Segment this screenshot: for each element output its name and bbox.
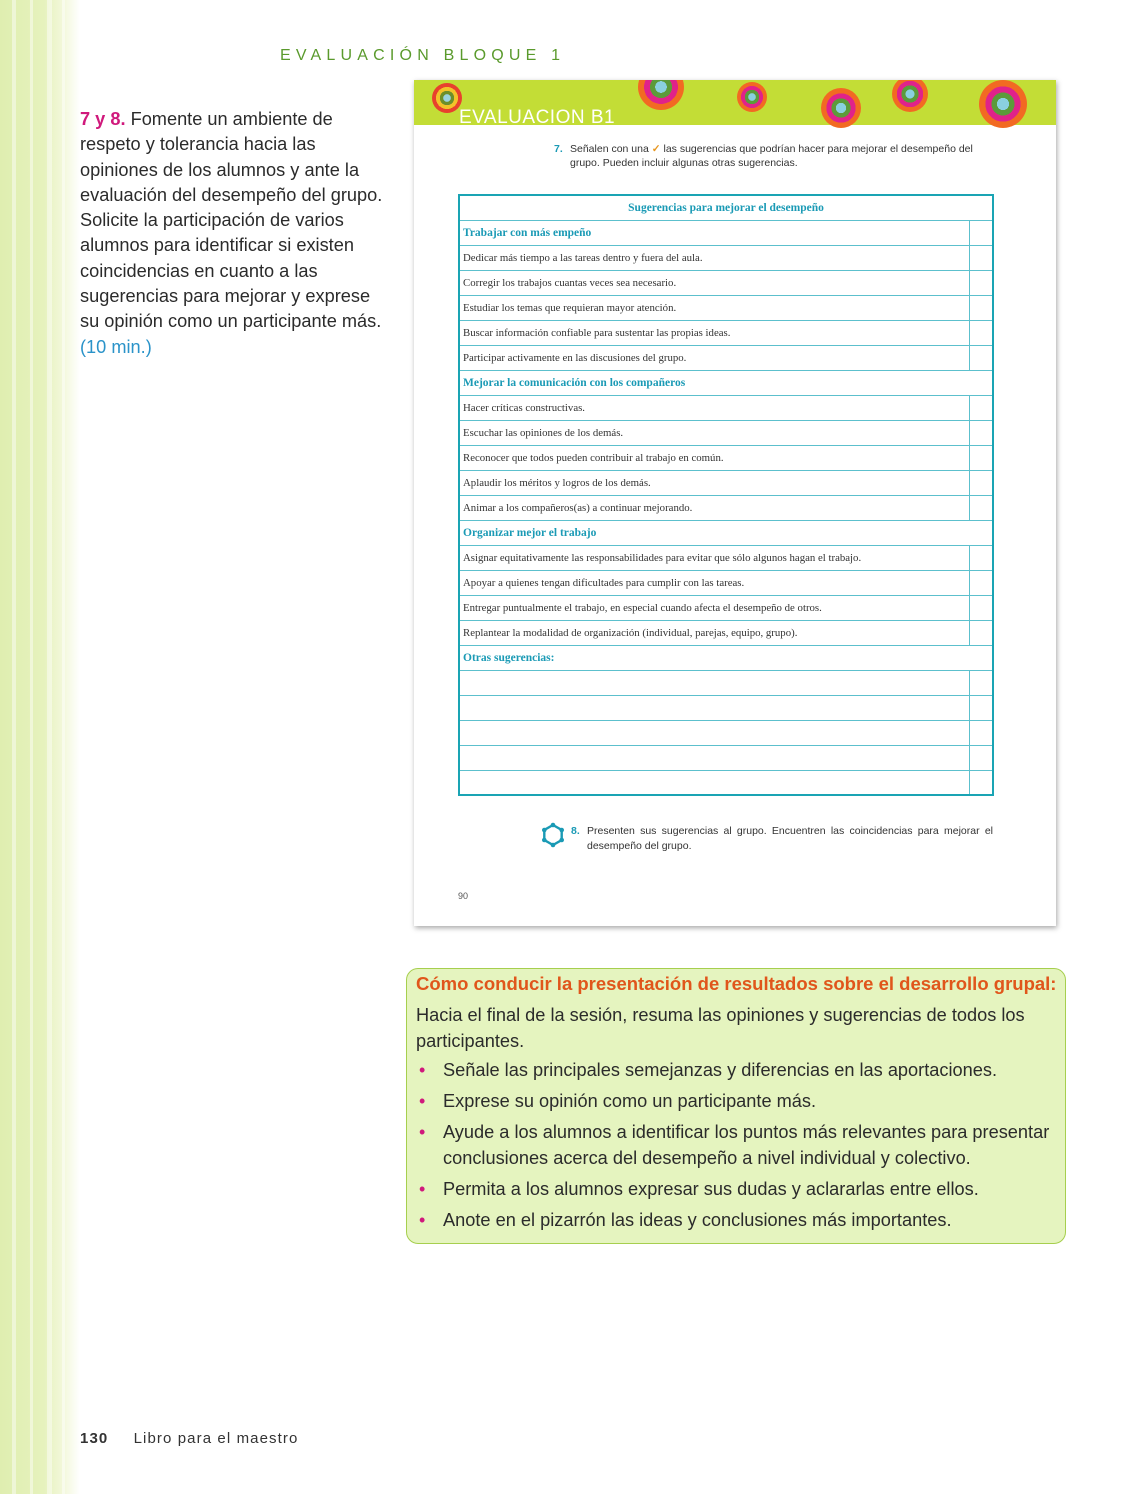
tip-item [416, 1208, 1056, 1234]
check-box[interactable] [969, 595, 993, 620]
footer-label: Libro para el maestro [133, 1430, 299, 1447]
table-row [459, 445, 993, 470]
table-row [459, 620, 993, 645]
question-8 [571, 824, 993, 854]
check-box[interactable] [969, 570, 993, 595]
table-row [459, 470, 993, 495]
evaluation-banner [414, 80, 1056, 128]
table-row [459, 670, 993, 695]
tip-item [416, 1058, 1056, 1084]
student-book-page [414, 80, 1056, 926]
tip-item-text: Anote en el pizarrón las ideas y conclusiones más importantes. [443, 1209, 952, 1230]
table-row [459, 595, 993, 620]
question-8-number: 8. [571, 825, 580, 837]
suggestion-text: Estudiar los temas que requieran mayor atención. [459, 295, 969, 320]
bullet-icon: • [419, 1178, 426, 1199]
strip-streak [12, 0, 16, 1494]
table-row [459, 695, 993, 720]
book-page-number: 90 [458, 891, 469, 901]
check-box[interactable] [969, 320, 993, 345]
question-7-number: 7. [554, 143, 563, 155]
checkmark-icon: ✓ [651, 143, 661, 155]
check-box[interactable] [969, 495, 993, 520]
suggestion-text: Aplaudir los méritos y logros de los demás. [459, 470, 969, 495]
team-icon [540, 822, 566, 848]
suggestion-text: Escuchar las opiniones de los demás. [459, 420, 969, 445]
tip-intro: Hacia el final de la sesión, resuma las opiniones y sugerencias de todos los participantes. [416, 1005, 1025, 1051]
suggestion-text[interactable] [459, 720, 969, 745]
tip-item-text: Exprese su opinión como un participante más. [443, 1091, 817, 1111]
table-row [459, 420, 993, 445]
check-box[interactable] [969, 445, 993, 470]
suggestion-text[interactable] [459, 770, 969, 795]
table-row [459, 270, 993, 295]
banner-title: EVALUACION B1 [459, 107, 616, 128]
decorative-circle [737, 82, 767, 112]
check-box[interactable] [969, 720, 993, 745]
table-section-row [459, 370, 993, 395]
side-note-time: (10 min.) [80, 336, 152, 357]
table-section-title: Organizar mejor el trabajo [459, 520, 993, 545]
decorative-circle [432, 83, 462, 113]
check-box[interactable] [969, 220, 993, 245]
table-row [459, 545, 993, 570]
table-row [459, 570, 993, 595]
check-box[interactable] [969, 670, 993, 695]
table-section-title: Mejorar la comunicación con los compañeros [459, 370, 993, 395]
table-row [459, 395, 993, 420]
suggestion-text: Hacer críticas constructivas. [459, 395, 969, 420]
question-7-text-after: las sugerencias que podrían hacer para mejorar el desempeño del grupo. Pueden incluir algunas otras sugerencias. [570, 143, 973, 169]
table-row [459, 770, 993, 795]
table-header-row [459, 195, 993, 220]
table-row [459, 345, 993, 370]
table-row [459, 745, 993, 770]
check-box[interactable] [969, 395, 993, 420]
check-box[interactable] [969, 420, 993, 445]
side-note-number: 7 y 8. [80, 109, 126, 129]
suggestion-text: Animar a los compañeros(as) a continuar mejorando. [459, 495, 969, 520]
table-row [459, 245, 993, 270]
tip-list [416, 1058, 1056, 1239]
check-box[interactable] [969, 470, 993, 495]
decorative-circle [892, 80, 928, 112]
decorative-left-strip [0, 0, 80, 1494]
question-7 [554, 142, 995, 170]
suggestion-text: Entregar puntualmente el trabajo, en especial cuando afecta el desempeño de otros. [459, 595, 969, 620]
suggestion-text: Asignar equitativamente las responsabilidades para evitar que sólo algunos hagan el trabajo. [459, 545, 969, 570]
bullet-icon: • [419, 1091, 426, 1111]
check-box[interactable] [969, 745, 993, 770]
strip-streak [30, 0, 33, 1494]
table-section-title: Otras sugerencias: [459, 645, 993, 670]
suggestion-text: Dedicar más tiempo a las tareas dentro y fuera del aula. [459, 245, 969, 270]
strip-streak [47, 0, 52, 1494]
suggestion-text: Buscar información confiable para sustentar las propias ideas. [459, 320, 969, 345]
question-7-text-before: Señalen con una [570, 143, 649, 155]
bullet-icon: • [419, 1060, 426, 1080]
table-section-title: Trabajar con más empeño [459, 220, 969, 245]
check-box[interactable] [969, 545, 993, 570]
tip-item-text: Señale las principales semejanzas y diferencias en las aportaciones. [443, 1060, 998, 1080]
check-box[interactable] [969, 695, 993, 720]
teacher-side-note [80, 107, 392, 360]
check-box[interactable] [969, 295, 993, 320]
check-box[interactable] [969, 770, 993, 795]
tip-title: Cómo conducir la presentación de resultados sobre el desarrollo grupal: [416, 973, 1057, 994]
table-section-row [459, 520, 993, 545]
question-8-text: Presenten sus sugerencias al grupo. Encuentren las coincidencias para mejorar el desempeño del grupo. [587, 825, 993, 852]
suggestion-text[interactable] [459, 695, 969, 720]
tip-box [406, 968, 1066, 1244]
table-row [459, 495, 993, 520]
suggestions-table [458, 194, 994, 796]
table-section-row [459, 645, 993, 670]
suggestion-text: Reconocer que todos pueden contribuir al trabajo en común. [459, 445, 969, 470]
table-row [459, 295, 993, 320]
tip-item-text: Permita a los alumnos expresar sus dudas y aclararlas entre ellos. [443, 1178, 979, 1199]
suggestion-text: Apoyar a quienes tengan dificultades para cumplir con las tareas. [459, 570, 969, 595]
tip-item [416, 1177, 1056, 1203]
tip-item-text: Ayude a los alumnos a identificar los puntos más relevantes para presentar conclusiones acerca del desempeño a nivel individual y colectivo. [443, 1122, 1050, 1168]
side-note-text: Fomente un ambiente de respeto y tolerancia hacia las opiniones de los alumnos y ante la evaluación del desempeño del grupo. Solicite la participación de varios alumnos para identificar si existen coincidencias en cuanto a las sugerencias para mejorar y exprese su opinión como un participante más. [80, 109, 383, 332]
suggestion-text: Corregir los trabajos cuantas veces sea necesario. [459, 270, 969, 295]
suggestion-text: Participar activamente en las discusiones del grupo. [459, 345, 969, 370]
table-section-row [459, 220, 993, 245]
decorative-circle [821, 88, 861, 128]
page-footer [80, 1430, 298, 1447]
bullet-icon: • [419, 1122, 426, 1142]
check-box[interactable] [969, 245, 993, 270]
decorative-circle [979, 80, 1027, 128]
table-row [459, 320, 993, 345]
decorative-circle [638, 80, 684, 110]
suggestion-text[interactable] [459, 745, 969, 770]
suggestion-text[interactable] [459, 670, 969, 695]
check-box[interactable] [969, 345, 993, 370]
check-box[interactable] [969, 620, 993, 645]
suggestion-text: Replantear la modalidad de organización (individual, parejas, equipo, grupo). [459, 620, 969, 645]
bullet-icon: • [419, 1209, 426, 1230]
table-header: Sugerencias para mejorar el desempeño [459, 195, 993, 220]
footer-page-number: 130 [80, 1430, 109, 1447]
tip-item [416, 1120, 1056, 1171]
check-box[interactable] [969, 270, 993, 295]
running-head: EVALUACIÓN BLOQUE 1 [280, 47, 566, 64]
tip-item [416, 1089, 1056, 1115]
strip-streak [62, 0, 65, 1494]
table-row [459, 720, 993, 745]
